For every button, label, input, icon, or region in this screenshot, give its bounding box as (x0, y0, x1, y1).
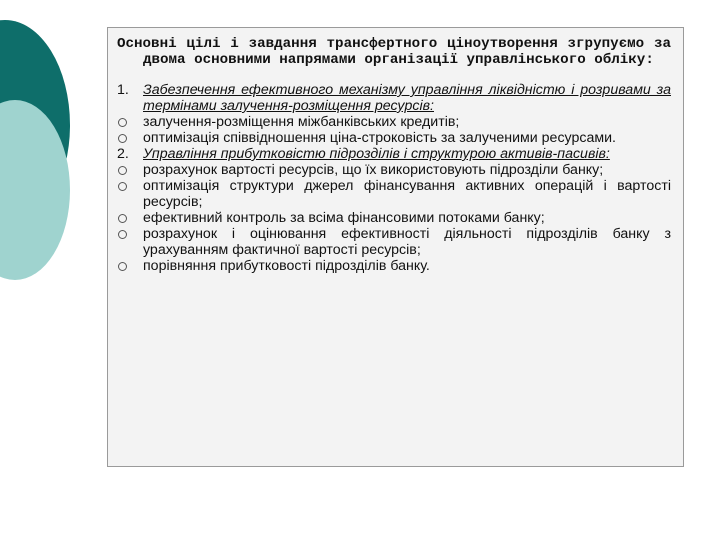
ring-bullet-icon (118, 262, 127, 271)
bullet-text: залучення-розміщення міжбанківських кредитів; (143, 114, 460, 130)
bullet-item (117, 130, 671, 146)
content-card (107, 27, 684, 467)
ring-bullet-icon (118, 214, 127, 223)
bullet-item (117, 178, 671, 210)
section-item-1 (117, 82, 671, 114)
bullet-text: ефективний контроль за всіма фінансовими потоками банку; (143, 210, 545, 226)
ring-bullet-icon (118, 118, 127, 127)
bullet-item (117, 114, 671, 130)
section-item-2 (117, 146, 671, 162)
bullet-text: розрахунок і оцінювання ефективності діяльності підрозділів банку з урахуванням фактичної вартості ресурсів; (143, 226, 671, 258)
section-title-2: Управління прибутковістю підрозділів і структурою активів-пасивів: (143, 146, 610, 162)
bullet-item (117, 162, 671, 178)
bullet-item (117, 226, 671, 258)
ring-bullet-icon (118, 134, 127, 143)
bullet-text: порівняння прибутковості підрозділів банку. (143, 258, 430, 274)
slide-heading: Основні цілі і завдання трансфертного ціноутворення згрупуємо за двома основними напрямами організації управлінського обліку: (117, 36, 671, 68)
bullet-text: оптимізація структури джерел фінансування активних операцій і вартості ресурсів; (143, 178, 671, 210)
bullet-item (117, 210, 671, 226)
section-number-1: 1. (117, 82, 129, 98)
ring-bullet-icon (118, 230, 127, 239)
section-title-1: Забезпечення ефективного механізму управління ліквідністю і розривами за термінами залучення-розміщення ресурсів: (143, 82, 671, 114)
section-number-2: 2. (117, 146, 129, 162)
bullet-text: оптимізація співвідношення ціна-строковість за залученими ресурсами. (143, 130, 616, 146)
ring-bullet-icon (118, 182, 127, 191)
bullet-item (117, 258, 671, 274)
bullet-text: розрахунок вартості ресурсів, що їх використовують підрозділи банку; (143, 162, 604, 178)
ring-bullet-icon (118, 166, 127, 175)
